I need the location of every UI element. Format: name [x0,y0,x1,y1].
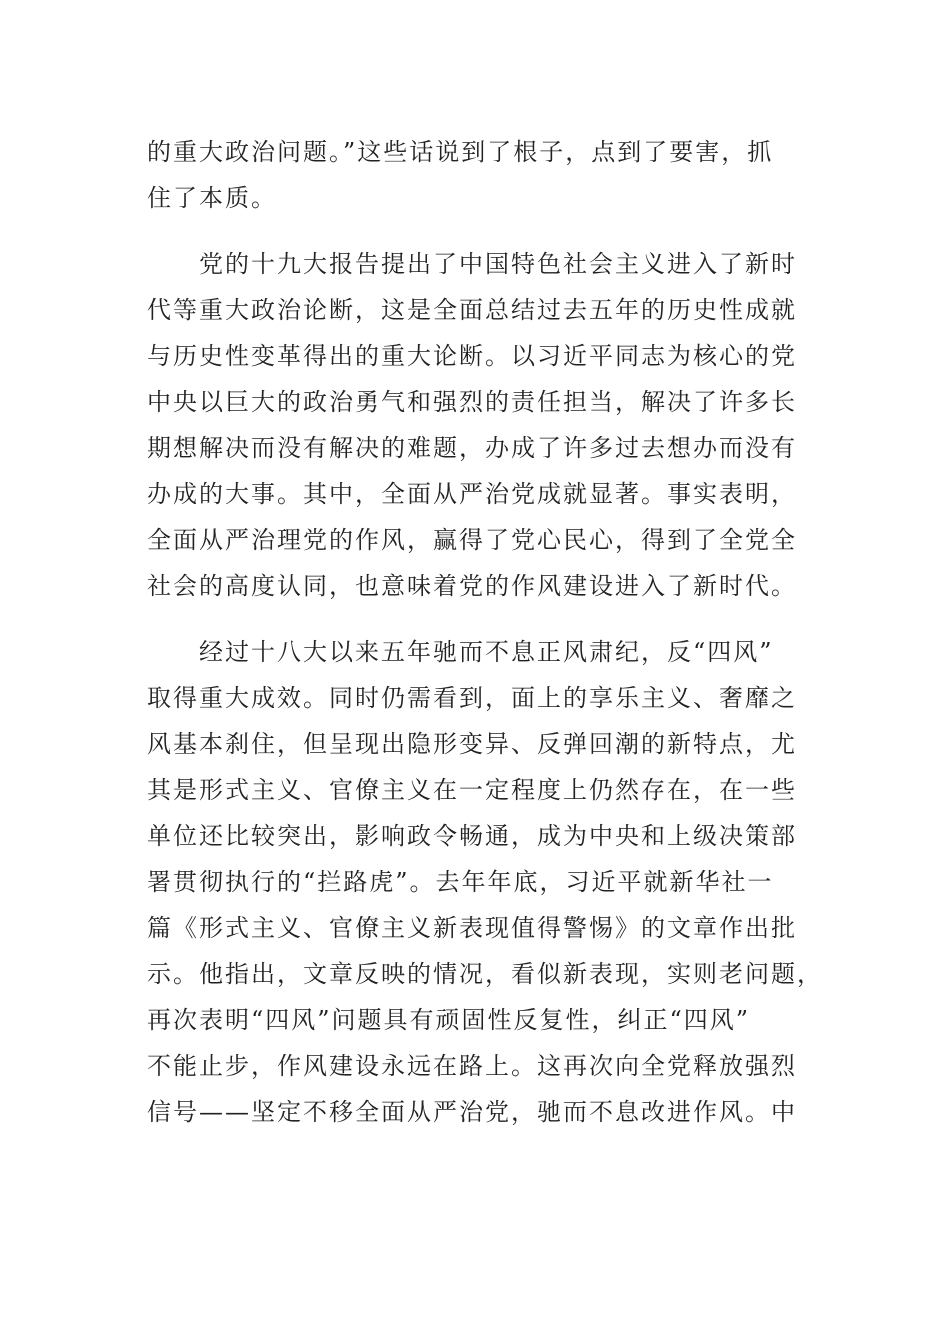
text-line: 不能止步，作风建设永远在路上。这再次向全党释放强烈 [147,1052,797,1080]
text-line: 篇《形式主义、官僚主义新表现值得警惕》的文章作出批 [147,914,797,942]
paragraph-2 [147,241,797,609]
text-line: 社会的高度认同，也意味着党的作风建设进入了新时代。 [147,572,797,600]
text-line: 署贯彻执行的“拦路虎”。去年年底，习近平就新华社一 [147,868,774,896]
text-line: 全面从严治理党的作风，赢得了党心民心，得到了全党全 [147,526,797,554]
text-line: 单位还比较突出，影响政令畅通，成为中央和上级决策部 [147,822,797,850]
text-line: 期想解决而没有解决的难题，办成了许多过去想办而没有 [147,434,797,462]
text-line: 党的十九大报告提出了中国特色社会主义进入了新时 [199,250,797,278]
text-line: 中央以巨大的政治勇气和强烈的责任担当，解决了许多长 [147,388,797,416]
text-line: 其是形式主义、官僚主义在一定程度上仍然存在，在一些 [147,776,797,804]
text-line: 住了本质。 [147,184,277,212]
text-line: 的重大政治问题。”这些话说到了根子，点到了要害，抓 [147,138,774,166]
text-line: 再次表明“四风”问题具有顽固性反复性，纠正“四风” [147,1006,751,1034]
paragraph-spacer [147,609,787,629]
text-line: 信号——坚定不移全面从严治党，驰而不息改进作风。中 [147,1098,797,1126]
paragraph-spacer [147,221,787,241]
body-text [147,129,823,1135]
paragraph-3 [147,629,823,1135]
text-line: 示。他指出，文章反映的情况，看似新表现，实则老问题， [147,960,823,988]
text-line: 取得重大成效。同时仍需看到，面上的享乐主义、奢靡之 [147,684,797,712]
text-line: 办成的大事。其中，全面从严治党成就显著。事实表明， [147,480,797,508]
paragraph-1 [147,129,787,221]
text-line: 与历史性变革得出的重大论断。以习近平同志为核心的党 [147,342,797,370]
text-line: 风基本刹住，但呈现出隐形变异、反弹回潮的新特点，尤 [147,730,797,758]
text-line: 经过十八大以来五年驰而不息正风肃纪，反“四风” [199,638,774,666]
text-line: 代等重大政治论断，这是全面总结过去五年的历史性成就 [147,296,797,324]
